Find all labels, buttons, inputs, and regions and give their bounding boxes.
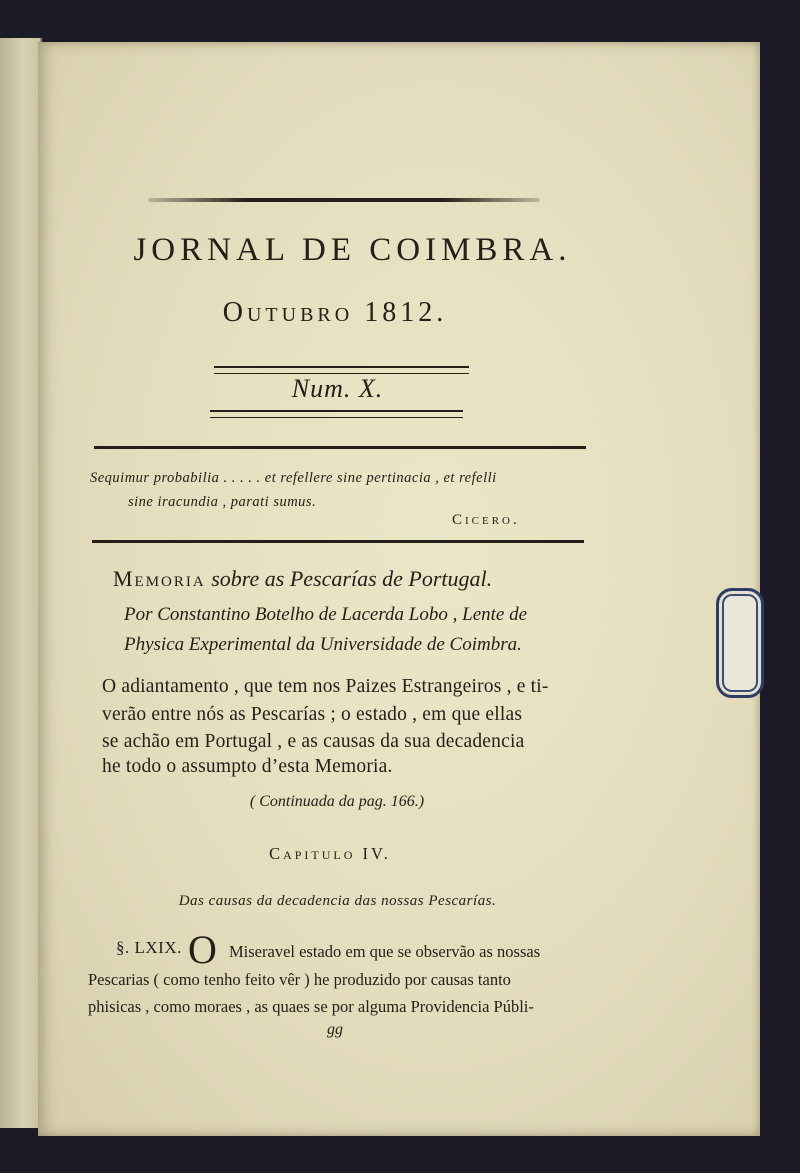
author-line-2: Physica Experimental da Universidade de Coimbra. xyxy=(124,634,522,655)
body-line-3: phisicas , como moraes , as quaes se por alguma Providencia Públi- xyxy=(88,997,534,1016)
drop-cap: O xyxy=(188,927,217,972)
rule-below-number xyxy=(210,410,463,418)
epigraph xyxy=(90,466,590,514)
memoria-title-lead: Memoria xyxy=(113,566,206,591)
summary-line-1: O adiantamento , que tem nos Paizes Estrangeiros , e ti- xyxy=(102,676,549,697)
library-seal-icon xyxy=(716,588,764,698)
rule-above-number xyxy=(214,366,469,374)
author-line-1: Por Constantino Botelho de Lacerda Lobo , Lente de xyxy=(124,604,528,625)
issue-month: Outubro 1812. xyxy=(222,297,448,328)
issue-number: Num. X. xyxy=(291,374,384,403)
epigraph-author: Cicero. xyxy=(452,512,520,528)
epigraph-bottom-rule xyxy=(92,540,584,543)
section-mark: §. LXIX. xyxy=(116,938,182,957)
epigraph-line-2: sine iracundia , parati sumus. xyxy=(128,494,317,510)
memoria-title xyxy=(113,566,593,592)
continuation-note: ( Continuada da pag. 166.) xyxy=(249,793,425,810)
chapter-subtitle: Das causas da decadencia das nossas Pescarías. xyxy=(178,893,497,909)
body-line-1: Miseravel estado em que se observão as nossas xyxy=(229,942,541,961)
summary-line-3: se achão em Portugal , e as causas da sua decadencia xyxy=(102,731,525,752)
epigraph-line-1: Sequimur probabilia . . . . . et refellere sine pertinacia , et refelli xyxy=(90,470,497,486)
printer-signature: gg xyxy=(327,1021,343,1038)
top-rule xyxy=(148,198,540,202)
body-line-2: Pescarias ( como tenho feito vêr ) he produzido por causas tanto xyxy=(88,970,511,989)
chapter-heading: Capitulo IV. xyxy=(269,844,391,863)
summary-line-2: verão entre nós as Pescarías ; o estado , em que ellas xyxy=(102,704,523,725)
facing-page-edge xyxy=(0,38,42,1128)
summary-line-4: he todo o assumpto d’esta Memoria. xyxy=(102,756,393,777)
epigraph-top-rule xyxy=(94,446,586,449)
memoria-title-rest: sobre as Pescarías de Portugal. xyxy=(205,566,493,591)
journal-title: JORNAL DE COIMBRA. xyxy=(133,232,572,268)
